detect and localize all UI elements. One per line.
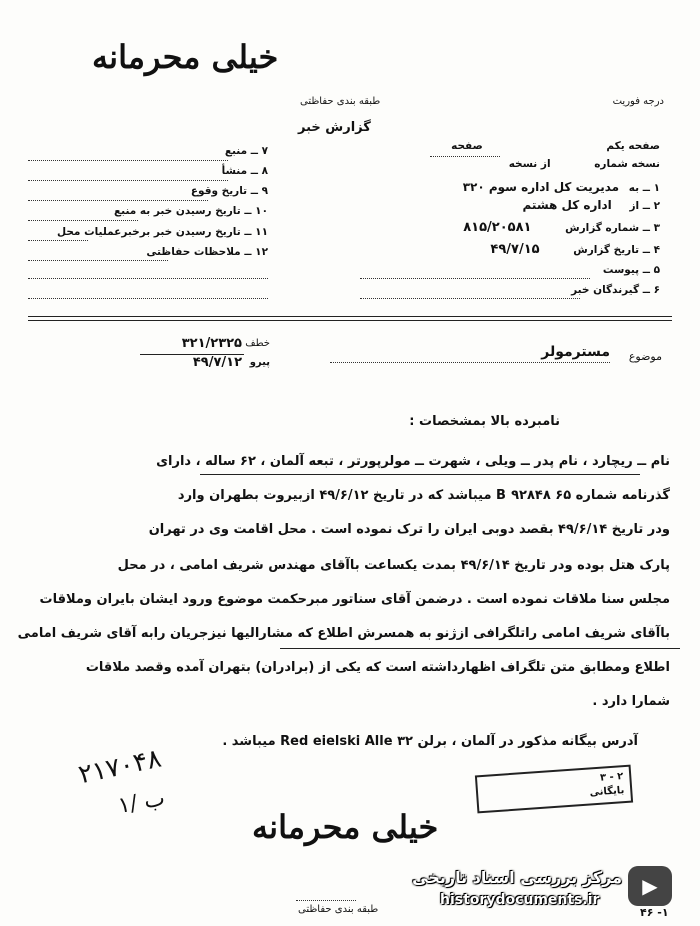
form-row-origin — [222, 165, 268, 177]
form-value: مدیریت کل اداره سوم ۳۲۰ — [462, 180, 620, 194]
subject-label: موضوع — [628, 350, 662, 363]
body-line: ودر تاریخ ۴۹/۶/۱۴ بقصد دوبی ایران را ترک نموده است . محل اقامت وی در تهران — [148, 522, 670, 537]
body-line: شمارا دارد . — [592, 694, 670, 709]
form-row-event-date — [191, 185, 268, 197]
address-line: آدرس بیگانه مذکور در آلمان ، برلن ۳۲ Red eielski Alle میباشد . — [222, 734, 638, 749]
body-line: اطلاع ومطابق متن تلگراف اظهارداشته است که یکی از (برادران) بتهران آمده وقصد ملاقات — [85, 660, 670, 675]
form-label: صفحه یکم — [606, 140, 660, 152]
priority-label: درجه فوریت — [612, 96, 664, 107]
watermark-url: historydocuments.ir — [440, 892, 600, 908]
reference-peyro-value: ۴۹/۷/۱۲ — [192, 355, 242, 370]
form-label: نسخه شماره — [594, 158, 660, 170]
reference-kat-label: خطف — [245, 338, 270, 349]
bottom-classification: خیلی محرمانه — [252, 808, 439, 846]
form-value: ۸۱۵/۲۰۵۸۱ — [463, 220, 532, 235]
form-row-copy — [509, 158, 660, 170]
watermark-title: مرکز بررسی اسناد تاریخی — [412, 868, 622, 887]
reference-kat-value: ۳۲۱/۲۳۲۵ — [181, 336, 242, 351]
form-row-report-date — [490, 242, 660, 257]
form-row-to — [463, 180, 660, 194]
form-label: ۱ ــ به — [628, 182, 660, 194]
footer-protective-class-label: طبقه بندی حفاظتی — [298, 904, 379, 915]
form-row-source — [225, 145, 268, 157]
form-divider-2 — [28, 320, 672, 321]
form-label: ۶ ــ گیرندگان خبر — [571, 284, 660, 296]
form-label: ۲ ــ از — [629, 200, 660, 212]
reference-peyro-label: پیرو — [249, 357, 270, 368]
form-value: ۴۹/۷/۱۵ — [490, 242, 540, 257]
stamp-line: بایگانی — [589, 785, 625, 799]
form-row-page — [451, 140, 660, 152]
subject-value: مسترمولر — [541, 344, 610, 360]
form-row-from — [523, 198, 660, 212]
form-row-attachment — [603, 264, 660, 276]
body-line: نام ــ ریچارد ، نام پدر ــ ویلی ، شهرت ــ مولرپورتر ، تبعه آلمان ، ۶۲ ساله ، دارای — [156, 454, 670, 469]
underline-mark — [200, 474, 640, 475]
handwritten-number: ۲۱۷۰۴۸ — [75, 743, 164, 791]
form-label: ۱۱ ــ تاریخ رسیدن خبر برخبرعملیات محل — [56, 226, 268, 238]
archive-stamp — [475, 765, 633, 814]
page-code: ۴۶ -۱ — [640, 906, 669, 919]
body-line: باآقای شریف امامی راتلگرافی ازژنو به همسرش اطلاع که مشارالیها نیزجریان رابه آقای شریف امامی — [17, 626, 670, 641]
protective-class-label: طبقه بندی حفاظتی — [300, 96, 381, 107]
document-type: گزارش خبر — [298, 120, 371, 135]
form-label: ۴ ــ تاریخ گزارش — [573, 244, 660, 256]
form-value: اداره کل هشتم — [522, 198, 612, 212]
form-label: ۷ ــ منبع — [224, 145, 268, 157]
stamp-line: ۲ - ۳ — [599, 771, 624, 784]
top-classification: خیلی محرمانه — [92, 38, 279, 76]
form-label: ۳ ــ شماره گزارش — [565, 222, 660, 234]
body-line: گذرنامه شماره B ۹۲۸۴۸ ۶۵ میباشد که در تاریخ ۴۹/۶/۱۲ ازبیروت بطهران وارد — [177, 488, 670, 503]
archive-logo-icon: ▶ — [628, 866, 672, 906]
form-divider — [28, 316, 672, 317]
body-line: مجلس سنا ملاقات نموده است . درضمن آقای سناتور مبرحکمت موضوع ورود ایشان بایران وملاقات — [39, 592, 670, 607]
handwritten-sub: ۱/ ب — [116, 786, 167, 819]
form-row-report-number — [463, 220, 660, 235]
reference-block — [140, 336, 270, 373]
form-row-news-to-source — [114, 205, 268, 217]
form-row-protective-notes — [146, 246, 268, 258]
form-label: ۸ ــ منشأ — [221, 165, 268, 177]
form-label: ۵ ــ پیوست — [602, 264, 660, 276]
form-label: ۱۰ ــ تاریخ رسیدن خبر به منبع — [113, 205, 268, 217]
form-label: ۱۲ ــ ملاحظات حفاظتی — [146, 246, 268, 258]
form-row-news-to-ops — [57, 226, 268, 238]
form-extra: صفحه — [451, 140, 483, 152]
form-label: ۹ ــ تاریخ وقوع — [190, 185, 268, 197]
body-intro: نامبرده بالا بمشخصات : — [409, 414, 560, 429]
form-row-recipients — [571, 284, 660, 296]
body-line: پارک هتل بوده ودر تاریخ ۴۹/۶/۱۴ بمدت یکساعت باآقای مهندس شریف امامی ، در محل — [117, 558, 670, 573]
underline-mark — [280, 648, 680, 649]
form-extra: از نسخه — [508, 158, 551, 170]
